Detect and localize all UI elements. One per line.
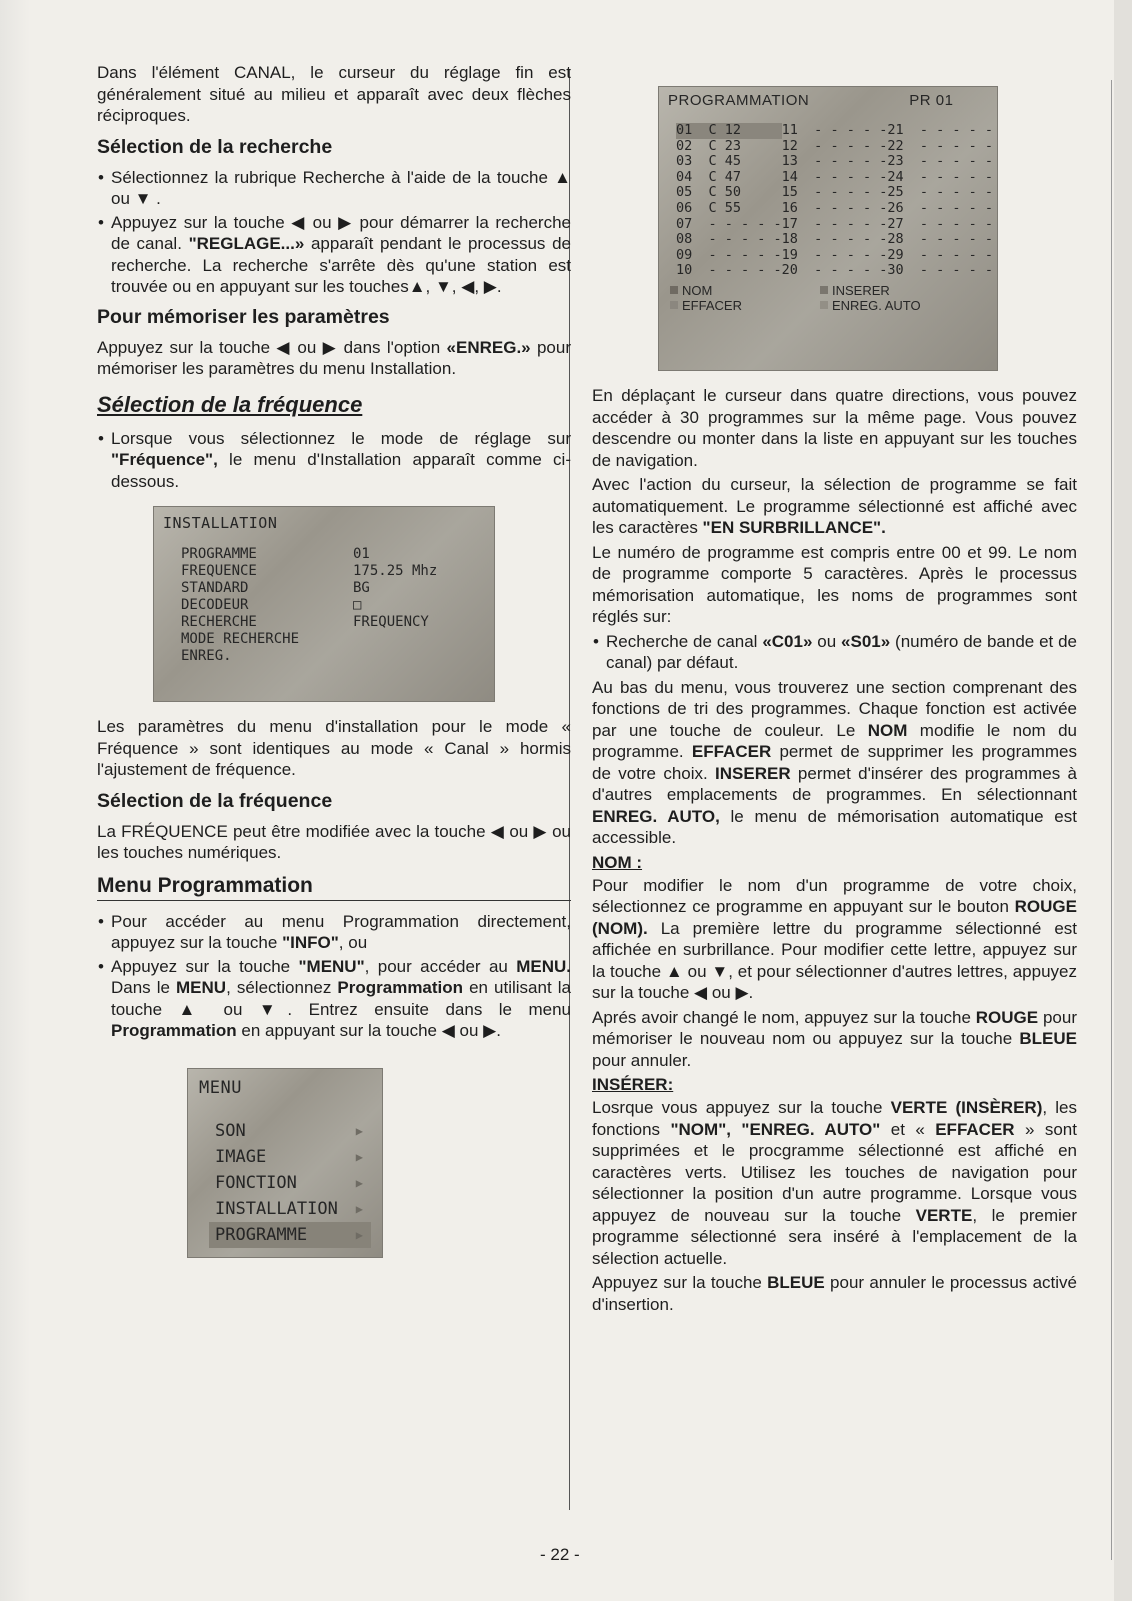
recherche-list (97, 167, 571, 298)
key-inserer: INSERER (820, 283, 970, 298)
installation-menu-screen (153, 506, 495, 702)
intro-paragraph: Dans l'élément CANAL, le curseur du réglage fin est généralement situé au milieu et apparaît avec deux flèches réciproques. (97, 63, 571, 125)
installation-row: PROGRAMME 01 (181, 546, 370, 562)
menu-item-programme: PROGRAMME ▶ (209, 1222, 371, 1248)
programme-cell: 17 - - - - - (781, 215, 888, 232)
programme-cell: 25 - - - - - (887, 184, 994, 201)
programme-column-2 (782, 123, 888, 279)
programme-cell: 06 C 55 (676, 199, 742, 216)
arrow-right-icon: ▶ (355, 1201, 363, 1216)
programmation-pr: PR 01 (909, 92, 954, 109)
memoriser-paragraph: Appuyez sur la touche ◀ ou ▶ dans l'option «ENREG.» pour mémoriser les paramètres du menu Installation. (97, 337, 571, 378)
frequence-paragraph: La FRÉQUENCE peut être modifiée avec la touche ◀ ou ▶ ou les touches numériques. (97, 821, 571, 862)
menu-item-image: IMAGE ▶ (215, 1144, 371, 1170)
programme-cell: 26 - - - - - (887, 199, 994, 216)
nom-paragraph-2: Aprés avoir changé le nom, appuyez sur la touche ROUGE pour mémoriser le nouveau nom ou appuyez sur la touche BLEUE pour annuler. (592, 1007, 1077, 1070)
installation-row: MODE RECHERCHE (181, 631, 300, 647)
installation-menu-rows (181, 546, 485, 665)
programme-cell: 30 - - - - - (887, 262, 994, 279)
section-title-selection-frequence: Sélection de la fréquence (97, 391, 363, 417)
frequence-list (97, 428, 571, 493)
color-key-legend (670, 283, 988, 313)
programme-cell: 15 - - - - - (781, 184, 888, 201)
programme-cell: 19 - - - - - (781, 246, 888, 263)
defaults-list (592, 631, 1077, 674)
menu-programmation-list (97, 911, 571, 1042)
programme-cell: 14 - - - - - (781, 168, 888, 185)
programme-column-1 (676, 123, 782, 279)
installation-row: ENREG. (181, 648, 232, 664)
key-nom: NOM (670, 283, 820, 298)
page-left-edge (0, 0, 30, 1601)
numero-paragraph: Le numéro de programme est compris entre 00 et 99. Le nom de programme comporte 5 caractères. Après le processus mémorisation automatique, les noms de programmes sont réglés sur: (592, 542, 1077, 626)
programmation-title: PROGRAMMATION (668, 92, 810, 109)
programme-cell: 21 - - - - - (887, 122, 994, 138)
programme-cell: 10 - - - - - (676, 262, 782, 279)
blue-key-icon (820, 301, 828, 309)
decodeur-checkbox-icon: □ (353, 597, 362, 613)
programmation-menu-screen (658, 86, 998, 371)
programme-cell: 29 - - - - - (887, 246, 994, 263)
programme-cell: 18 - - - - - (781, 231, 888, 248)
frequence-bullet: • Lorsque vous sélectionnez le mode de réglage sur "Fréquence", le menu d'Installation apparaît comme ci-dessous. (97, 428, 571, 493)
arrow-right-icon: ▶ (355, 1149, 363, 1164)
programme-column-3 (887, 123, 993, 279)
green-key-icon (820, 286, 828, 294)
key-effacer: EFFACER (670, 298, 820, 313)
programme-cell: 20 - - - - - (781, 262, 888, 279)
menu-item-fonction: FONCTION ▶ (215, 1170, 371, 1196)
programme-cell: 22 - - - - - (887, 137, 994, 154)
programme-cell: 09 - - - - - (676, 246, 782, 263)
page-edge-line (1111, 80, 1112, 1560)
programme-cell: 13 - - - - - (781, 153, 888, 170)
installation-row: RECHERCHE FREQUENCY (181, 614, 429, 630)
heading-nom: NOM : (592, 852, 643, 872)
main-menu-items (215, 1118, 371, 1248)
menu-prog-bullet-2: • Appuyez sur la touche "MENU", pour accéder au MENU. Dans le MENU, sélectionnez Programmation en utilisant la touche ▲ ou ▼. Entrez ensuite dans le menu Programmation en appuyant sur la touche ◀ ou ▶. (97, 956, 571, 1042)
programme-cell: 07 - - - - - (676, 215, 782, 232)
programme-cell: 08 - - - - - (676, 231, 782, 248)
page-right-edge (1114, 0, 1132, 1601)
inserer-paragraph-1: Losrque vous appuyez sur la touche VERTE (INSÈRER), les fonctions "NOM", "ENREG. AUTO" et « EFFACER » sont supprimées et le procgramme sélectionné est affiché en caractères verts. Utilisez les touches de navigation pour sélectionner la position d'un autre programme. Lorsque vous appuyez de nouveau sur la touche VERTE, le premier programme sélectionné sera inséré à l'emplacement de la sélection actuelle. (592, 1098, 1078, 1268)
programme-cell: 04 C 47 (676, 168, 742, 185)
defaults-bullet: • Recherche de canal «C01» ou «S01» (numéro de bande et de canal) par défaut. (592, 631, 1077, 674)
programme-cell: 28 - - - - - (887, 231, 994, 248)
main-menu-title: MENU (199, 1077, 242, 1098)
heading-inserer: INSÉRER: (592, 1075, 674, 1094)
menu-item-installation: INSTALLATION ▶ (215, 1196, 371, 1222)
installation-row: DECODEUR □ (181, 597, 362, 613)
programme-cell: 11 - - - - - (781, 122, 888, 138)
programme-cell: 12 - - - - - (781, 137, 888, 154)
arrow-right-icon: ▶ (355, 1227, 363, 1242)
installation-row: STANDARD BG (181, 580, 370, 596)
red-key-icon (670, 286, 678, 294)
functions-paragraph: Au bas du menu, vous trouverez une section comprenant des fonctions de tri des programmes. Chaque fonction est activée par une touche de couleur. Le NOM modifie le nom du programme. EFFACER permet de supprimer les programmes de votre choix. INSERER permet d'insérer des programmes à d'autres emplacements de programmes. En sélectionnant ENREG. AUTO, le menu de mémorisation automatique est accessible. (592, 677, 1077, 847)
nom-paragraph-1: Pour modifier le nom d'un programme de votre choix, sélectionnez ce programme en appuyant sur le bouton ROUGE (NOM). La première lettre du programme sélectionné est affichée en surbrillance. Pour modifier cette lettre, appuyez sur la touche ▲ ou ▼, et pour sélectionner d'autres lettres, appuyez sur la touche ◀ ou ▶. (592, 875, 1077, 1002)
heading-selection-frequence: Sélection de la fréquence (97, 789, 333, 812)
menu-prog-bullet-1: • Pour accéder au menu Programmation directement, appuyez sur la touche "INFO", ou (97, 911, 571, 954)
programme-cell: 24 - - - - - (887, 168, 994, 185)
main-menu-screen (187, 1068, 383, 1258)
installation-menu-title: INSTALLATION (163, 514, 278, 532)
installation-row: FREQUENCE 175.25 Mhz (181, 563, 438, 579)
heading-menu-programmation: Menu Programmation (97, 873, 571, 901)
heading-memoriser-parametres: Pour mémoriser les paramètres (97, 305, 390, 328)
arrow-right-icon: ▶ (355, 1123, 363, 1138)
programmation-header (668, 92, 988, 109)
inserer-paragraph-2: Appuyez sur la touche BLEUE pour annuler le processus activé d'insertion. (592, 1273, 1077, 1314)
programme-cell: 01 C 12 (676, 123, 782, 139)
menu-item-son: SON ▶ (215, 1118, 371, 1144)
yellow-key-icon (670, 301, 678, 309)
programme-grid (676, 122, 994, 279)
surbrillance-paragraph: Avec l'action du curseur, la sélection de programme se fait automatiquement. Le programme sélectionné est affiché avec les caractères "EN SURBRILLANCE". (592, 475, 1077, 537)
params-paragraph: Les paramètres du menu d'installation pour le mode « Fréquence » sont identiques au mode « Canal » hormis l'ajustement de fréquence. (97, 717, 571, 779)
programme-cell: 05 C 50 (676, 184, 742, 201)
programme-cell: 27 - - - - - (887, 215, 994, 232)
key-enreg-auto: ENREG. AUTO (820, 298, 970, 313)
programme-cell: 23 - - - - - (887, 153, 994, 170)
recherche-bullet-1: • Sélectionnez la rubrique Recherche à l'aide de la touche ▲ ou ▼ . (97, 167, 571, 210)
heading-selection-recherche: Sélection de la recherche (97, 135, 333, 158)
page-number: - 22 - (540, 1545, 580, 1564)
programme-cell: 02 C 23 (676, 137, 742, 154)
programme-cell: 03 C 45 (676, 153, 742, 170)
left-column (97, 62, 571, 1258)
right-column (592, 86, 1077, 1318)
programme-cell: 16 - - - - - (781, 199, 888, 216)
recherche-bullet-2: • Appuyez sur la touche ◀ ou ▶ pour démarrer la recherche de canal. "REGLAGE...» apparaît pendant le processus de recherche. La recherche s'arrête dès qu'une station est trouvée ou en appuyant sur les touches▲, ▼, ◀, ▶. (97, 212, 571, 298)
arrow-right-icon: ▶ (355, 1175, 363, 1190)
navigation-paragraph: En déplaçant le curseur dans quatre directions, vous pouvez accéder à 30 programmes sur la même page. Vous pouvez descendre ou monter dans la liste en appuyant sur les touches de navigation. (592, 386, 1077, 470)
